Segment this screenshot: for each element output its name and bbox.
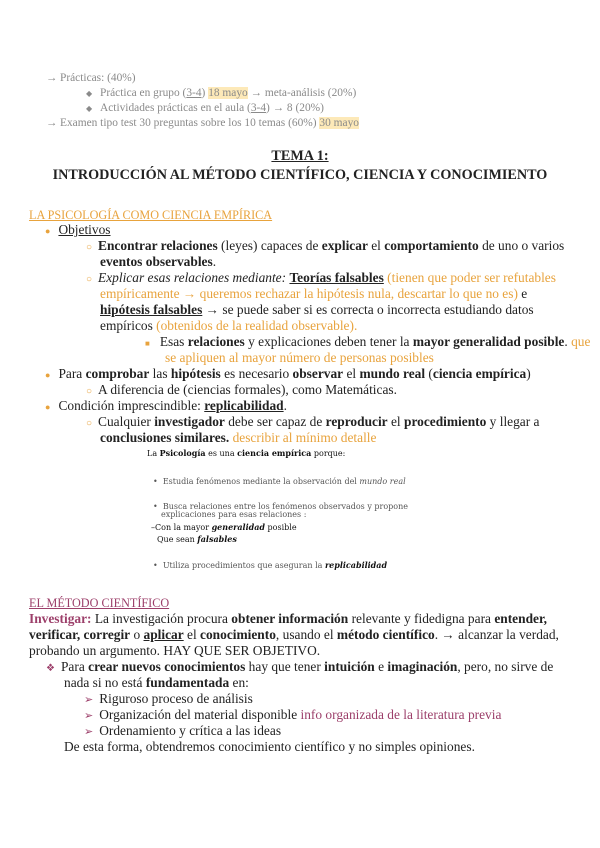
arrow-icon: →	[46, 72, 58, 84]
figure-bullet-cont: explicaciones para esas relaciones :	[161, 510, 307, 519]
bullet-icon: ●	[45, 226, 51, 236]
list-item-cont: se apliquen al mayor número de personas posibles	[165, 350, 434, 365]
list-item: ➢ Organización del material disponible info organizada de la literatura previa	[84, 707, 502, 722]
list-item: ○ A diferencia de (ciencias formales), como Matemáticas.	[86, 382, 397, 397]
bullet-icon: ●	[45, 402, 51, 412]
diamond-icon: ◆	[86, 104, 93, 113]
list-item-cont: empíricamente → queremos rechazar la hipótesis nula, descartar lo que no es) e	[100, 286, 528, 301]
list-item: ❖ Para crear nuevos conocimientos hay que tener intuición e imaginación, pero, no sirve de	[46, 659, 554, 674]
section-heading: LA PSICOLOGÍA COMO CIENCIA EMPÍRICA	[29, 208, 273, 222]
circle-icon: ○	[86, 242, 93, 253]
paragraph-line: De esta forma, obtendremos conocimiento científico y no simples opiniones.	[64, 739, 475, 754]
list-item: ■ Esas relaciones y explicaciones deben tener la mayor generalidad posible. que	[145, 334, 591, 349]
figure-bullet: • Busca relaciones entre los fenómenos observados y propone	[153, 502, 408, 511]
list-item: ○ Encontrar relaciones (leyes) capaces de explicar el comportamiento de uno o varios	[86, 238, 565, 253]
list-item: ○ Cualquier investigador debe ser capaz de reproducir el procedimiento y llegar a	[86, 414, 540, 429]
diamond-icon: ◆	[86, 89, 93, 98]
list-item: ● Para comprobar las hipótesis es necesario observar el mundo real (ciencia empírica)	[45, 366, 531, 381]
bullet-icon: ●	[45, 370, 51, 380]
embedded-slide-image	[147, 447, 429, 573]
list-item: ○ Explicar esas relaciones mediante: Teorías falsables (tienen que poder ser refutables	[86, 270, 556, 285]
list-item-cont: conclusiones similares. describir al mínimo detalle	[100, 430, 377, 445]
header-examen: → Examen tipo test 30 preguntas sobre los 10 temas (60%) 30 mayo	[46, 117, 359, 129]
figure-bullet: • Estudia fenómenos mediante la observación del mundo real	[153, 477, 406, 486]
triangle-bullet-icon: ➢	[84, 726, 94, 738]
figure-subitem: –Con la mayor generalidad posible	[151, 522, 297, 532]
circle-icon: ○	[86, 274, 93, 285]
date-highlight: 18 mayo	[208, 87, 248, 99]
group-link[interactable]: 3-4	[250, 102, 267, 114]
list-item: ● Condición imprescindible: replicabilidad.	[45, 398, 287, 413]
arrow-icon: →	[46, 117, 58, 129]
paragraph-line: verificar, corregir o aplicar el conocimiento, usando el método científico. → alcanzar la verdad,	[29, 627, 559, 642]
list-item-cont: eventos observables.	[100, 254, 217, 269]
list-item-cont: empíricos (obtenidos de la realidad observable).	[100, 318, 358, 333]
list-item-cont: hipótesis falsables → se puede saber si es correcta o incorrecta estudiando datos	[100, 302, 534, 317]
paragraph-line: probando un argumento. HAY QUE SER OBJETIVO.	[29, 643, 321, 658]
circle-icon: ○	[86, 386, 93, 397]
clover-icon: ❖	[46, 663, 55, 674]
page-subtitle: INTRODUCCIÓN AL MÉTODO CIENTÍFICO, CIENCIA Y CONOCIMIENTO	[52, 167, 548, 183]
page-title: TEMA 1:	[271, 148, 329, 164]
header-aula: ◆ Actividades prácticas en el aula (3-4) → 8 (20%)	[86, 100, 324, 117]
triangle-bullet-icon: ➢	[84, 710, 94, 722]
paragraph-line: Investigar: La investigación procura obtener información relevante y fidedigna para entender,	[29, 611, 548, 626]
group-link[interactable]: 3-4	[186, 87, 202, 99]
figure-bullet: • Utiliza procedimientos que aseguran la replicabilidad	[153, 560, 388, 570]
date-highlight: 30 mayo	[319, 117, 359, 129]
circle-icon: ○	[86, 418, 93, 429]
square-icon: ■	[145, 339, 150, 348]
list-item: ● Objetivos	[45, 222, 111, 237]
list-item-cont: nada si no está fundamentada en:	[64, 675, 249, 690]
section-heading: EL MÉTODO CIENTÍFICO	[29, 596, 170, 610]
header-practicas: → Prácticas: (40%)	[46, 72, 136, 84]
list-item: ➢ Ordenamiento y crítica a las ideas	[84, 723, 282, 738]
list-item: ➢ Riguroso proceso de análisis	[84, 691, 253, 706]
figure-subitem: Que sean falsables	[157, 534, 237, 544]
figure-intro: La Psicología es una ciencia empírica porque:	[147, 448, 346, 458]
triangle-bullet-icon: ➢	[84, 694, 94, 706]
header-grupo: ◆ Práctica en grupo (3-4) 18 mayo → meta-análisis (20%)	[86, 85, 356, 102]
